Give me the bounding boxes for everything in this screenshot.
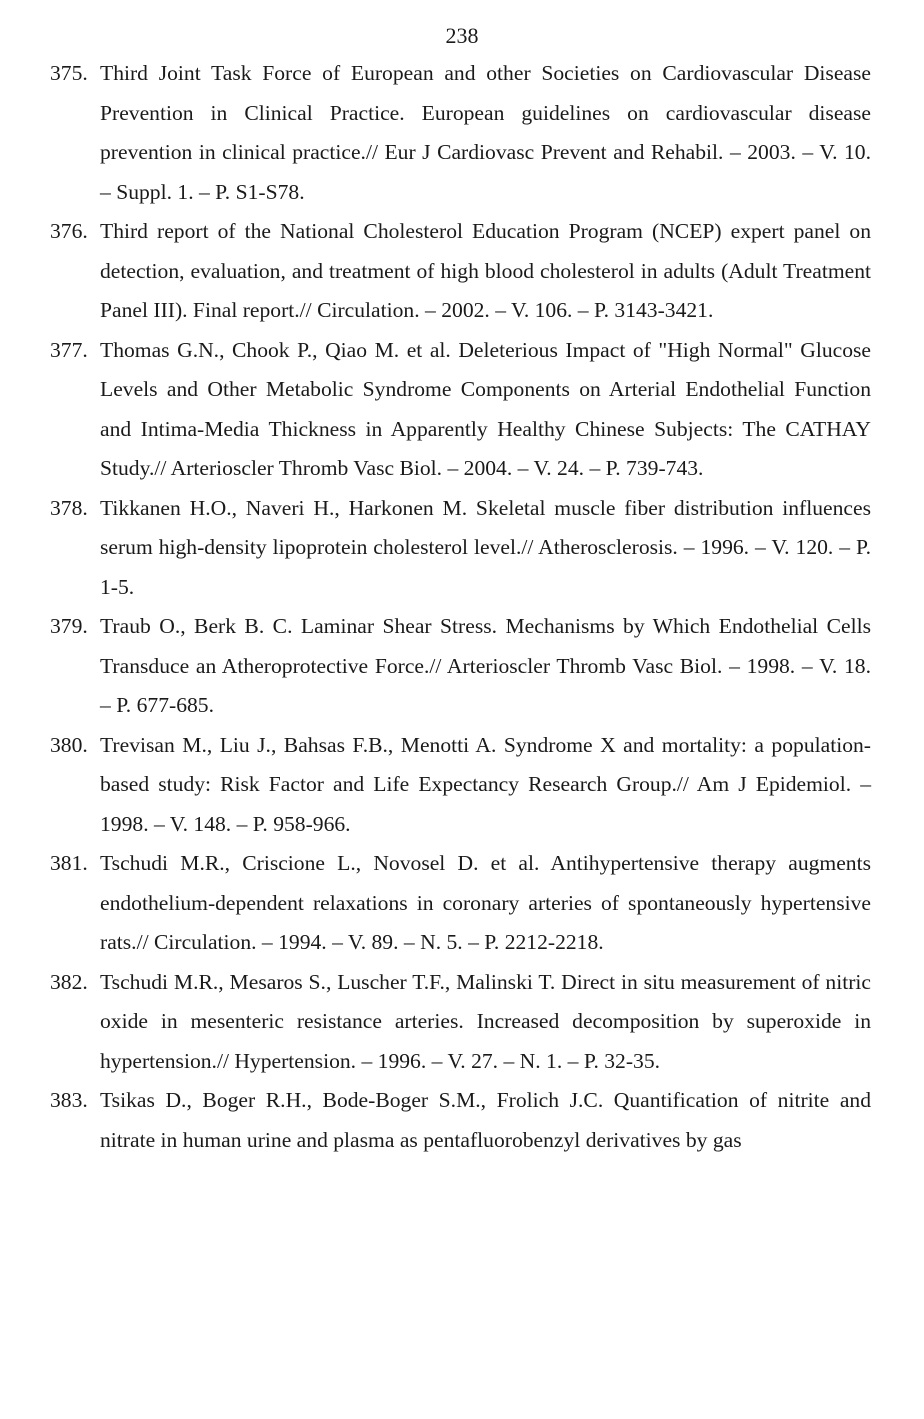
reference-number: 379.: [50, 614, 88, 638]
reference-item: [50, 212, 871, 331]
reference-number: 378.: [50, 495, 88, 520]
reference-item: [50, 1081, 871, 1160]
reference-text: Thomas G.N., Chook P., Qiao M. et al. Deleterious Impact of "High Normal" Glucose Levels and Other Metabolic Syndrome Components on Arterial Endothelial Function and Intima-Media Thickness in Apparently Healthy Chinese Subjects: The CATHAY Study.// Arterioscler Thromb Vasc Biol. – 2004. – V. 24. – P. 739-743.: [100, 337, 871, 480]
reference-text: Third Joint Task Force of European and other Societies on Cardiovascular Disease Prevention in Clinical Practice. European guidelines on cardiovascular disease prevention in clinical practice.// Eur J Cardiovasc Prevent and Rehabil. – 2003. – V. 10. – Suppl. 1. – P. S1-S78.: [100, 61, 871, 204]
reference-list: [50, 54, 871, 1160]
reference-item: [50, 963, 871, 1082]
reference-text: Traub O., Berk B. C. Laminar Shear Stress. Mechanisms by Which Endothelial Cells Transduce an Atheroprotective Force.// Arterioscler Thromb Vasc Biol. – 1998. – V. 18. – P. 677-685.: [100, 614, 871, 717]
reference-number: 377.: [50, 337, 88, 362]
reference-text: Tikkanen H.O., Naveri H., Harkonen M. Skeletal muscle fiber distribution influences serum high-density lipoprotein cholesterol level.// Atherosclerosis. – 1996. – V. 120. – P. 1-5.: [100, 495, 871, 599]
reference-text: Tsikas D., Boger R.H., Bode-Boger S.M., Frolich J.C. Quantification of nitrite and nitrate in human urine and plasma as pentafluorobenzyl derivatives by gas: [100, 1088, 871, 1152]
reference-item: [50, 844, 871, 963]
reference-text: Trevisan M., Liu J., Bahsas F.B., Menotti A. Syndrome X and mortality: a population-based study: Risk Factor and Life Expectancy Research Group.// Am J Epidemiol. – 1998. – V. 148. – P. 958-966.: [100, 732, 871, 836]
reference-text: Tschudi M.R., Criscione L., Novosel D. et al. Antihypertensive therapy augments endothelium-dependent relaxations in coronary arteries of spontaneously hypertensive rats.// Circulation. – 1994. – V. 89. – N. 5. – P. 2212-2218.: [100, 851, 871, 954]
reference-item: [50, 331, 871, 489]
reference-number: 375.: [50, 61, 88, 85]
reference-number: 383.: [50, 1088, 88, 1112]
reference-item: [50, 54, 871, 212]
reference-number: 380.: [50, 732, 88, 757]
reference-text: Third report of the National Cholesterol Education Program (NCEP) expert panel on detection, evaluation, and treatment of high blood cholesterol in adults (Adult Treatment Panel III). Final report.// Circulation. – 2002. – V. 106. – P. 3143-3421.: [100, 219, 871, 322]
reference-number: 381.: [50, 851, 88, 875]
page-number: 238: [445, 23, 479, 48]
reference-item: [50, 489, 871, 608]
reference-text: Tschudi M.R., Mesaros S., Luscher T.F., Malinski T. Direct in situ measurement of nitric oxide in mesenteric resistance arteries. Increased decomposition by superoxide in hypertension.// Hypertension. – 1996. – V. 27. – N. 1. – P. 32-35.: [100, 969, 871, 1073]
reference-number: 376.: [50, 219, 88, 243]
reference-number: 382.: [50, 969, 88, 994]
reference-item: [50, 726, 871, 845]
reference-item: [50, 607, 871, 726]
